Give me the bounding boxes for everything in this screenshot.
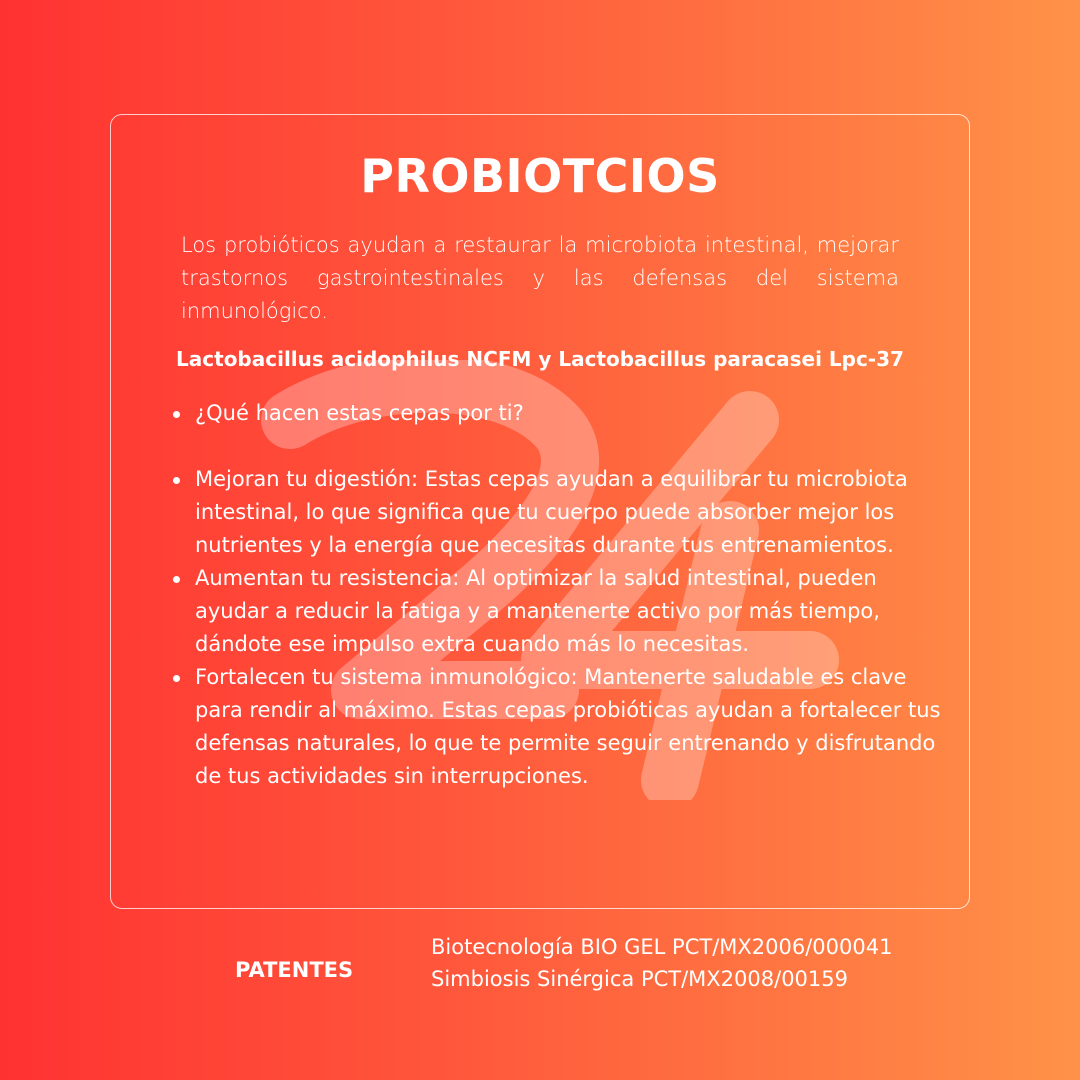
list-item-text: Fortalecen tu sistema inmunológico: Mantenerte saludable es clave para rendir al máximo. Estas cepas probióticas ayudan a fortalecer tus defensas naturales, lo que te permite seguir entrenando y disfrutando de tus actividades sin interrupciones. (195, 665, 941, 788)
intro-paragraph: Los probióticos ayudan a restaurar la microbiota intestinal, mejorar trastornos gastrointestinales y las defensas del sistema inmunológico. (181, 233, 899, 323)
patents-label: PATENTES (235, 958, 354, 982)
list-item (173, 562, 943, 661)
patents-list (431, 931, 892, 995)
list-item (173, 661, 943, 793)
strains-heading: Lactobacillus acidophilus NCFM y Lactobacillus paracasei Lpc-37 (176, 347, 904, 371)
list-item-text: ¿Qué hacen estas cepas por ti? (195, 401, 524, 425)
list-item-text: Mejoran tu digestión: Estas cepas ayudan a equilibrar tu microbiota intestinal, lo que significa que tu cuerpo puede absorber mejor los nutrientes y la energía que necesitas durante tus entrenamientos. (195, 467, 908, 557)
patent-item: Simbiosis Sinérgica PCT/MX2008/00159 (431, 967, 848, 991)
bullet-dot-icon (173, 675, 180, 682)
list-item (173, 463, 943, 562)
list-item-text: Aumentan tu resistencia: Al optimizar la salud intestinal, pueden ayudar a reducir la fatiga y a mantenerte activo por más tiempo, dándote ese impulso extra cuando más lo necesitas. (195, 566, 880, 656)
patent-item: Biotecnología BIO GEL PCT/MX2006/000041 (431, 935, 893, 959)
benefits-list (173, 397, 943, 793)
bullet-dot-icon (173, 477, 180, 484)
page-title: PROBIOTCIOS (360, 149, 720, 203)
info-card (110, 114, 970, 909)
bullet-dot-icon (173, 411, 180, 418)
list-item (173, 397, 943, 430)
bullet-dot-icon (173, 576, 180, 583)
